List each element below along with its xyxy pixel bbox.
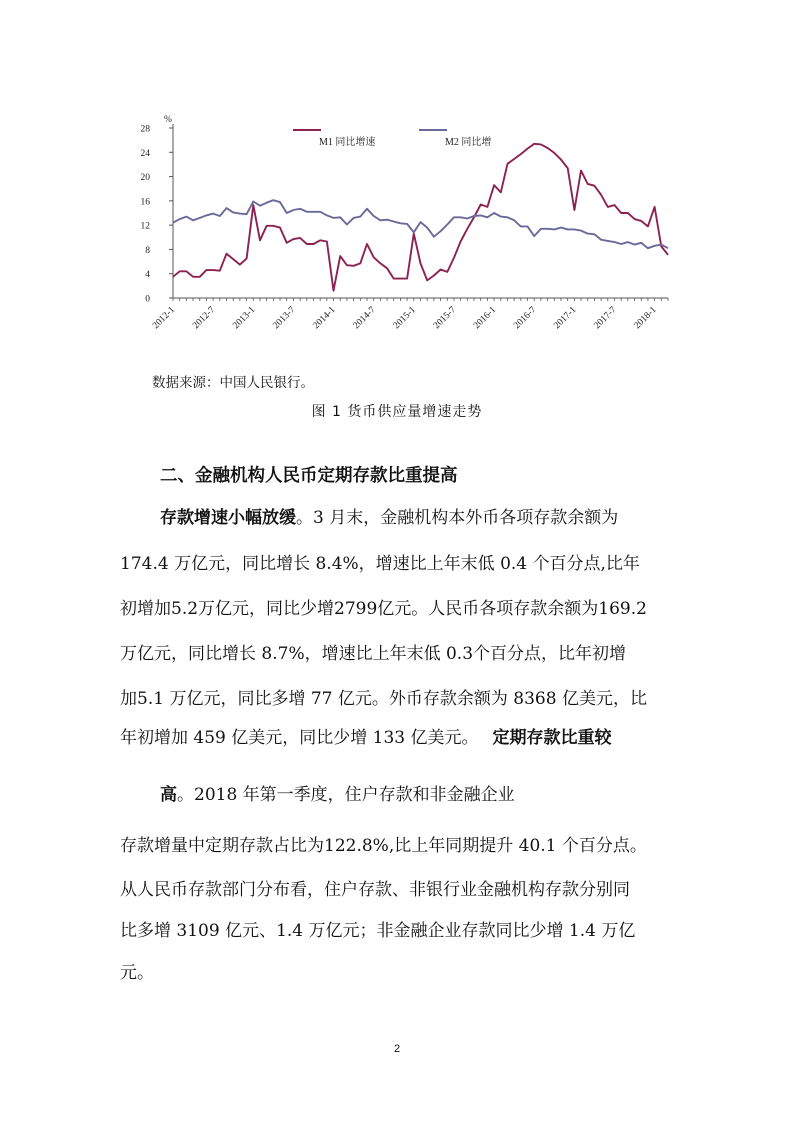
chart-legend bbox=[293, 130, 491, 148]
x-tick-label: 2014-7 bbox=[351, 305, 378, 332]
section-heading: 二、金融机构人民币定期存款比重提高 bbox=[160, 466, 458, 486]
series-line-2 bbox=[173, 200, 668, 248]
x-tick-label: 2013-1 bbox=[231, 305, 258, 332]
x-tick-label: 2016-1 bbox=[472, 305, 499, 332]
bold-lead: 高 bbox=[160, 785, 177, 805]
paragraph-line: 元。 bbox=[120, 963, 154, 983]
x-tick-label: 2015-1 bbox=[391, 305, 418, 332]
y-tick-label: 28 bbox=[140, 124, 150, 135]
legend-label: M1 同比增速 bbox=[319, 137, 376, 148]
y-tick-label: 8 bbox=[145, 245, 150, 256]
x-axis bbox=[151, 298, 668, 331]
x-tick-label: 2016-7 bbox=[512, 305, 539, 332]
y-unit-label: % bbox=[164, 115, 172, 125]
y-tick-label: 4 bbox=[145, 270, 150, 281]
figure-caption: 图 1 货币供应量增速走势 bbox=[311, 404, 483, 420]
y-tick-label: 16 bbox=[140, 197, 150, 208]
x-tick-label: 2014-1 bbox=[311, 305, 338, 332]
series-lines bbox=[173, 144, 668, 291]
paragraph-line: 加5.1 万亿元，同比多增 77 亿元。外币存款余额为 8368 亿美元，比 bbox=[120, 689, 647, 709]
bold-lead: 存款增速小幅放缓 bbox=[160, 508, 296, 528]
paragraph-line: 174.4 万亿元，同比增长 8.4%，增速比上年末低 0.4 个百分点,比年 bbox=[120, 554, 640, 574]
text: 年初增加 459 亿美元，同比少增 133 亿美元。 bbox=[120, 728, 479, 748]
page-number: 2 bbox=[393, 1043, 401, 1055]
text: 。2018 年第一季度，住户存款和非金融企业 bbox=[177, 785, 515, 805]
x-tick-label: 2018-1 bbox=[632, 305, 659, 332]
text: 。3 月末，金融机构本外币各项存款余额为 bbox=[296, 508, 619, 528]
bold-lead: 定期存款比重较 bbox=[492, 728, 612, 748]
paragraph-line: 从人民币存款部门分布看，住户存款、非银行业金融机构存款分别同 bbox=[120, 880, 630, 900]
legend-label: M2 同比增 bbox=[445, 137, 492, 148]
x-tick-label: 2017-1 bbox=[552, 305, 579, 332]
y-tick-label: 20 bbox=[140, 173, 150, 184]
x-tick-label: 2015-7 bbox=[431, 305, 459, 332]
y-axis bbox=[141, 115, 174, 305]
paragraph-line: 万亿元，同比增长 8.7%，增速比上年末低 0.3个百分点，比年初增 bbox=[120, 644, 627, 664]
x-tick-label: 2013-7 bbox=[271, 305, 298, 332]
x-tick-label: 2012-1 bbox=[151, 305, 178, 332]
money-supply-chart bbox=[130, 112, 690, 370]
paragraph-line bbox=[160, 503, 618, 528]
source-note: 数据来源：中国人民银行。 bbox=[152, 375, 314, 391]
paragraph-line bbox=[160, 780, 515, 805]
x-tick-label: 2017-7 bbox=[592, 305, 619, 332]
paragraph-line: 存款增量中定期存款占比为122.8%,比上年同期提升 40.1 个百分点。 bbox=[120, 836, 647, 856]
x-tick-label: 2012-7 bbox=[191, 305, 218, 332]
y-tick-label: 24 bbox=[140, 148, 150, 159]
series-line-1 bbox=[173, 144, 668, 291]
paragraph-line bbox=[120, 723, 612, 748]
y-tick-label: 0 bbox=[145, 294, 150, 305]
paragraph-line: 比多增 3109 亿元、1.4 万亿元；非金融企业存款同比少增 1.4 万亿 bbox=[120, 921, 636, 941]
y-tick-label: 12 bbox=[140, 221, 150, 232]
paragraph-line: 初增加5.2万亿元，同比少增2799亿元。人民币各项存款余额为169.2 bbox=[120, 599, 647, 619]
